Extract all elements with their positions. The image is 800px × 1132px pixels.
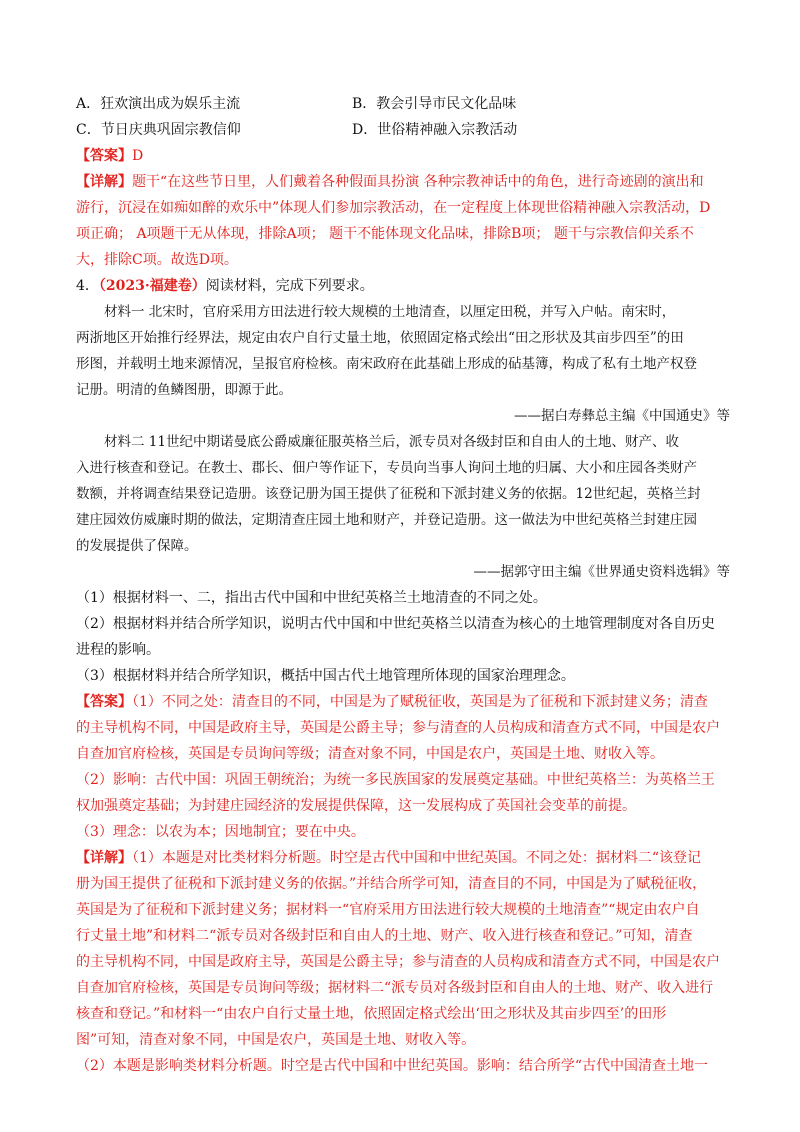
answer-text: （1）不同之处：清查目的不同，中国是为了赋税征收，英国是为了征税和下派封建义务；清查 xyxy=(132,694,708,710)
q4-detail-line: 行丈量土地”和材料二“派专员对各级封臣和自由人的土地、财产、收入进行核查和登记。”可知，清查 xyxy=(76,928,693,944)
material2-line: 的发展提供了保障。 xyxy=(76,538,198,554)
answer-value: D xyxy=(132,148,144,164)
material2-line: 入进行核查和登记。在教士、郡长、佃户等作证下，专员向当事人询问土地的归属、大小和庄园各类财产 xyxy=(76,460,697,476)
q4-heading xyxy=(76,276,374,296)
sub-question: （3）根据材料并结合所学知识，概括中国古代土地管理所体现的国家治理理念。 xyxy=(76,668,575,684)
material1-line: 记册。明清的鱼鳞图册，即源于此。 xyxy=(76,382,292,398)
q4-detail-line: 自查加官府检核，英国是专员询问等级；据材料二“派专员对各级封臣和自由人的土地、财产、收入进行 xyxy=(76,980,714,996)
q3-detail-line: 大，排除C项。故选D项。 xyxy=(76,252,238,268)
detail-label: 【详解】 xyxy=(76,850,132,866)
option-a: A．狂欢演出成为娱乐主流 xyxy=(76,96,241,112)
q4-detail-line: 的主导机构不同，中国是政府主导，英国是公爵主导；参与清查的人员构成和清查方式不同，中国是农户 xyxy=(76,954,720,970)
q3-detail-line: 项正确； A项题干无从体现，排除A项； 题干不能体现文化品味，排除B项； 题干与宗教信仰关系不 xyxy=(76,226,694,242)
q3-detail-line: 游行，沉浸在如痴如醉的欢乐中”体现人们参加宗教活动，在一定程度上体现世俗精神融入宗教活动，D xyxy=(76,200,711,216)
option-b: B．教会引导市民文化品味 xyxy=(352,96,517,112)
material2-source: ——据郭守田主编《世界通史资料选辑》等 xyxy=(473,564,730,580)
option-c: C．节日庆典巩固宗教信仰 xyxy=(76,122,241,138)
q4-answer-line: 的主导机构不同，中国是政府主导，英国是公爵主导；参与清查的人员构成和清查方式不同，中国是农户 xyxy=(76,720,720,736)
q3-detail-line xyxy=(76,172,704,192)
sub-question: （2）根据材料并结合所学知识，说明古代中国和中世纪英格兰以清查为核心的土地管理制度对各自历史 xyxy=(76,616,715,632)
material1-source: ——据白寿彝总主编《中国通史》等 xyxy=(514,408,730,424)
question-source: （2023·福建卷） xyxy=(98,278,206,294)
material2-line: 材料二 11世纪中期诺曼底公爵威廉征服英格兰后，派专员对各级封臣和自由人的土地、财产、收 xyxy=(104,434,679,450)
q4-detail-line: 册为国王提供了征税和下派封建义务的依据。”并结合所学可知，清查目的不同，中国是为了赋税征收， xyxy=(76,876,707,892)
q4-detail-line: （2）本题是影响类材料分析题。时空是古代中国和中世纪英国。影响：结合所学“古代中国清查土地一 xyxy=(76,1058,709,1074)
q4-answer-line: 权加强奠定基础；为封建庄园经济的发展提供保障，这一发展构成了英国社会变革的前提。 xyxy=(76,798,636,814)
answer-label: 【答案】 xyxy=(76,694,132,710)
q4-detail-line: 英国是为了征税和下派封建义务；据材料一“官府采用方田法进行较大规模的土地清查”“规定由农户自 xyxy=(76,902,700,918)
option-d: D．世俗精神融入宗教活动 xyxy=(352,122,518,138)
q4-detail-line xyxy=(76,848,701,868)
detail-text: 题干“在这些节日里，人们戴着各种假面具扮演 各种宗教神话中的角色，进行奇迹剧的演出和 xyxy=(132,174,704,190)
answer-label: 【答案】 xyxy=(76,148,132,164)
question-prompt: 阅读材料，完成下列要求。 xyxy=(205,278,374,294)
q4-answer-line xyxy=(76,692,708,712)
sub-question: （1）根据材料一、二，指出古代中国和中世纪英格兰土地清查的不同之处。 xyxy=(76,590,547,606)
detail-label: 【详解】 xyxy=(76,174,132,190)
material2-line: 建庄园效仿威廉时期的做法，定期清查庄园土地和财产，并登记造册。这一做法为中世纪英格兰封建庄园 xyxy=(76,512,697,528)
detail-text: （1）本题是对比类材料分析题。时空是古代中国和中世纪英国。不同之处：据材料二“该登记 xyxy=(132,850,702,866)
q4-answer-line: （3）理念：以农为本；因地制宜；要在中央。 xyxy=(76,824,365,840)
q4-answer-line: 自查加官府检核，英国是专员询问等级；清查对象不同，中国是农户，英国是土地、财收入等。 xyxy=(76,746,664,762)
sub-question: 进程的影响。 xyxy=(76,642,160,658)
q3-answer xyxy=(76,146,143,166)
material1-line: 两浙地区开始推行经界法，规定由农户自行丈量土地，依照固定格式绘出“田之形状及其亩步四至”的田 xyxy=(76,330,684,346)
q4-answer-line: （2）影响：古代中国：巩固王朝统治；为统一多民族国家的发展奠定基础。中世纪英格兰：为英格兰王 xyxy=(76,772,715,788)
material2-line: 数额，并将调查结果登记造册。该登记册为国王提供了征税和下派封建义务的依据。12世纪起，英格兰封 xyxy=(76,486,701,502)
material1-line: 材料一 北宋时，官府采用方田法进行较大规模的土地清查，以厘定田税，并写入户帖。南宋时， xyxy=(104,304,676,320)
question-number: 4． xyxy=(76,278,99,294)
material1-line: 形图，并载明土地来源情况，呈报官府检核。南宋政府在此基础上形成的砧基簿，构成了私有土地产权登 xyxy=(76,356,697,372)
q4-detail-line: 图”可知，清查对象不同，中国是农户，英国是土地、财收入等。 xyxy=(76,1032,476,1048)
q4-detail-line: 核查和登记。”和材料一“由农户自行丈量土地，依照固定格式绘出‘田之形状及其亩步四至’的田形 xyxy=(76,1006,667,1022)
